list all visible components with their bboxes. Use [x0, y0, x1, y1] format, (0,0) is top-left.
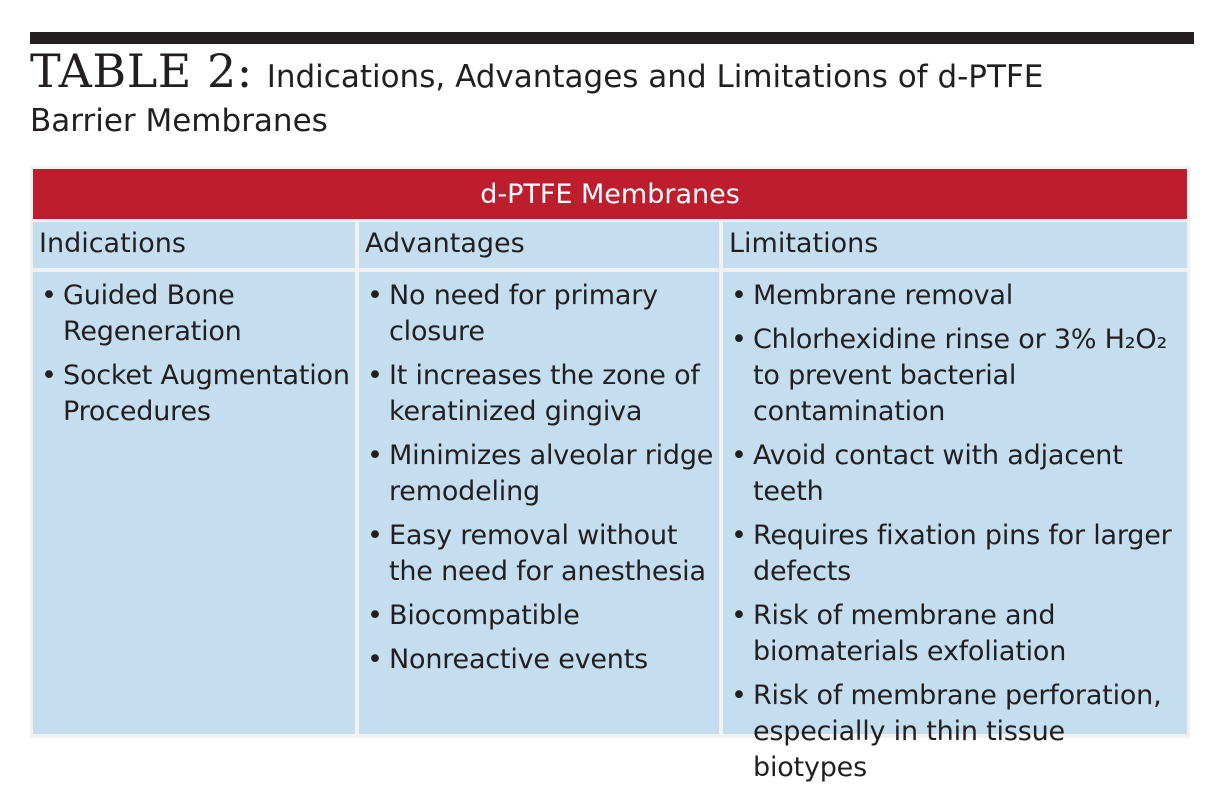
- column-body-indications: [33, 272, 355, 734]
- limitations-list: [729, 278, 1183, 786]
- advantages-list: [365, 278, 715, 678]
- list-item: • Minimizes alveolar ridge remodeling: [365, 438, 715, 510]
- column-body-limitations: [723, 272, 1187, 783]
- caption-line-1: [30, 44, 1190, 104]
- list-item: • Nonreactive events: [365, 642, 715, 678]
- table-title-line-1: Indications, Advantages and Limitations of d-PTFE: [266, 59, 1044, 95]
- column-heading-advantages: Advantages: [359, 222, 719, 268]
- list-item: • Membrane removal: [729, 278, 1183, 314]
- membrane-table: [30, 166, 1190, 783]
- list-item: • Chlorhexidine rinse or 3% H₂O₂ to prevent bacterial contamination: [729, 322, 1183, 430]
- table-caption: [30, 44, 1190, 139]
- indications-list: [39, 278, 351, 430]
- column-heading-limitations: Limitations: [723, 222, 1187, 268]
- list-item: • Biocompatible: [365, 598, 715, 634]
- list-item: • It increases the zone of keratinized gingiva: [365, 358, 715, 430]
- list-item: • Socket Augmentation Procedures: [39, 358, 351, 430]
- list-item: • Avoid contact with adjacent teeth: [729, 438, 1183, 510]
- column-body-advantages: [359, 272, 719, 734]
- list-item: • Guided Bone Regeneration: [39, 278, 351, 350]
- top-rule: [30, 32, 1194, 44]
- table-label: TABLE 2:: [30, 44, 253, 98]
- table-title-line-2: Barrier Membranes: [30, 103, 328, 139]
- list-item: • Risk of membrane perforation, especially in thin tissue biotypes: [729, 678, 1183, 786]
- list-item: • No need for primary closure: [365, 278, 715, 350]
- list-item: • Risk of membrane and biomaterials exfoliation: [729, 598, 1183, 670]
- column-heading-indications: Indications: [33, 222, 355, 268]
- list-item: • Requires fixation pins for larger defects: [729, 518, 1183, 590]
- list-item: • Easy removal without the need for anesthesia: [365, 518, 715, 590]
- table-header: d-PTFE Membranes: [33, 169, 1187, 219]
